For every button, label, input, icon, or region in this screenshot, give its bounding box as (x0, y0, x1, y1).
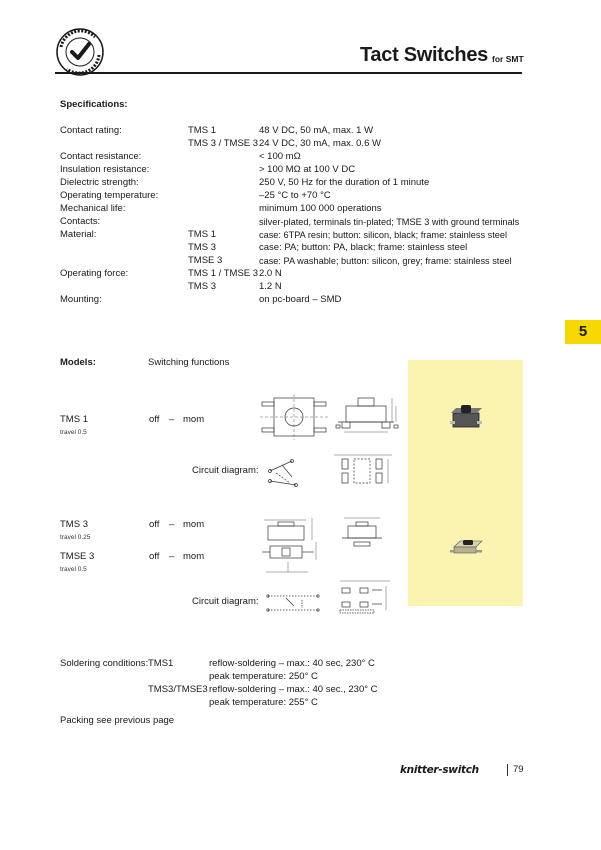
tms1-product-photo (450, 403, 482, 431)
spec-model: TMS 3 (188, 281, 216, 292)
switch-state-mom: mom (183, 551, 205, 562)
spec-model: TMSE 3 (188, 255, 223, 266)
tms3-circuit-diagram (262, 590, 324, 616)
tms3-product-photo (450, 533, 484, 557)
soldering-method: reflow-soldering – max.: 40 sec, 230° C (209, 658, 375, 669)
switch-state-mom: mom (183, 519, 205, 530)
spec-value: < 100 mΩ (259, 151, 301, 162)
tms1-side-view-drawing (334, 392, 404, 438)
tms3-pcb-layout-drawing (336, 578, 394, 616)
switch-state-mom: mom (183, 414, 205, 425)
title-rule (55, 72, 522, 74)
spec-label: Contact resistance: (60, 151, 142, 162)
tmse3-side-view-drawing (340, 512, 386, 552)
circuit-diagram-label: Circuit diagram: (192, 596, 259, 607)
spec-label: Contact rating: (60, 125, 122, 136)
footer-separator (507, 764, 508, 776)
rohs-check-seal-icon (55, 27, 105, 77)
spec-model: TMS 1 / TMSE 3 (188, 268, 259, 279)
spec-model: TMS 3 / TMSE 3 (188, 138, 259, 149)
chapter-tab: 5 (565, 320, 601, 344)
spec-label: Mechanical life: (60, 203, 126, 214)
soldering-peak: peak temperature: 250° C (209, 671, 318, 682)
spec-label: Dielectric strength: (60, 177, 139, 188)
model-travel: travel 0.5 (60, 566, 87, 573)
page-title: Tact Switches (360, 44, 488, 66)
spec-value: on pc-board – SMD (259, 294, 342, 305)
switching-heading: Switching functions (148, 357, 230, 368)
footer-brand: knitter-switch (400, 764, 479, 776)
soldering-label: Soldering conditions: (60, 658, 149, 669)
switch-dash: – (169, 414, 175, 425)
spec-label: Insulation resistance: (60, 164, 150, 175)
switch-state-off: off (149, 551, 160, 562)
spec-value: silver-plated, terminals tin-plated; TMSE 3 with ground terminals (259, 217, 520, 227)
spec-model: TMS 3 (188, 242, 216, 253)
model-travel: travel 0.5 (60, 429, 87, 436)
spec-value: minimum 100 000 operations (259, 203, 382, 214)
model-name: TMSE 3 (60, 551, 95, 562)
page-subtitle: for SMT (492, 54, 524, 64)
tms1-pcb-layout-drawing (330, 453, 396, 487)
model-name: TMS 3 (60, 519, 88, 530)
spec-value: case: 6TPA resin; button: silicon, black; frame: stainless steel (259, 230, 508, 240)
tms1-top-view-drawing (258, 394, 330, 440)
tms1-circuit-diagram (262, 455, 304, 491)
switch-state-off: off (149, 414, 160, 425)
spec-value: 250 V, 50 Hz for the duration of 1 minute (259, 177, 430, 188)
spec-label: Contacts: (60, 216, 101, 227)
spec-value: > 100 MΩ at 100 V DC (259, 164, 356, 175)
spec-label: Mounting: (60, 294, 102, 305)
soldering-model: TMS3/TMSE3 (148, 684, 208, 695)
spec-value: –25 °C to +70 °C (259, 190, 331, 201)
spec-value: 24 V DC, 30 mA, max. 0.6 W (259, 138, 381, 149)
models-heading: Models: (60, 357, 96, 368)
specs-heading: Specifications: (60, 99, 128, 110)
spec-value: case: PA; button: PA, black; frame: stainless steel (259, 242, 468, 253)
soldering-model: TMS1 (148, 658, 174, 669)
spec-label: Operating force: (60, 268, 129, 279)
spec-model: TMS 1 (188, 229, 216, 240)
soldering-method: reflow-soldering – max.: 40 sec., 230° C (209, 684, 378, 695)
packing-note: Packing see previous page (60, 715, 175, 726)
tms3-dimension-drawing (258, 512, 326, 578)
spec-label: Material: (60, 229, 97, 240)
spec-value: 2.0 N (259, 268, 282, 279)
spec-value: case: PA washable; button: silicon, grey; frame: stainless steel (259, 256, 512, 266)
spec-model: TMS 1 (188, 125, 216, 136)
product-photo-panel (408, 360, 523, 606)
page-number: 79 (513, 764, 524, 775)
switch-dash: – (169, 551, 175, 562)
model-travel: travel 0.25 (60, 534, 91, 541)
spec-value: 1.2 N (259, 281, 282, 292)
circuit-diagram-label: Circuit diagram: (192, 465, 259, 476)
rohs-logo (55, 27, 105, 77)
switch-state-off: off (149, 519, 160, 530)
soldering-peak: peak temperature: 255° C (209, 697, 318, 708)
spec-label: Operating temperature: (60, 190, 159, 201)
spec-value: 48 V DC, 50 mA, max. 1 W (259, 125, 374, 136)
model-name: TMS 1 (60, 414, 88, 425)
switch-dash: – (169, 519, 175, 530)
